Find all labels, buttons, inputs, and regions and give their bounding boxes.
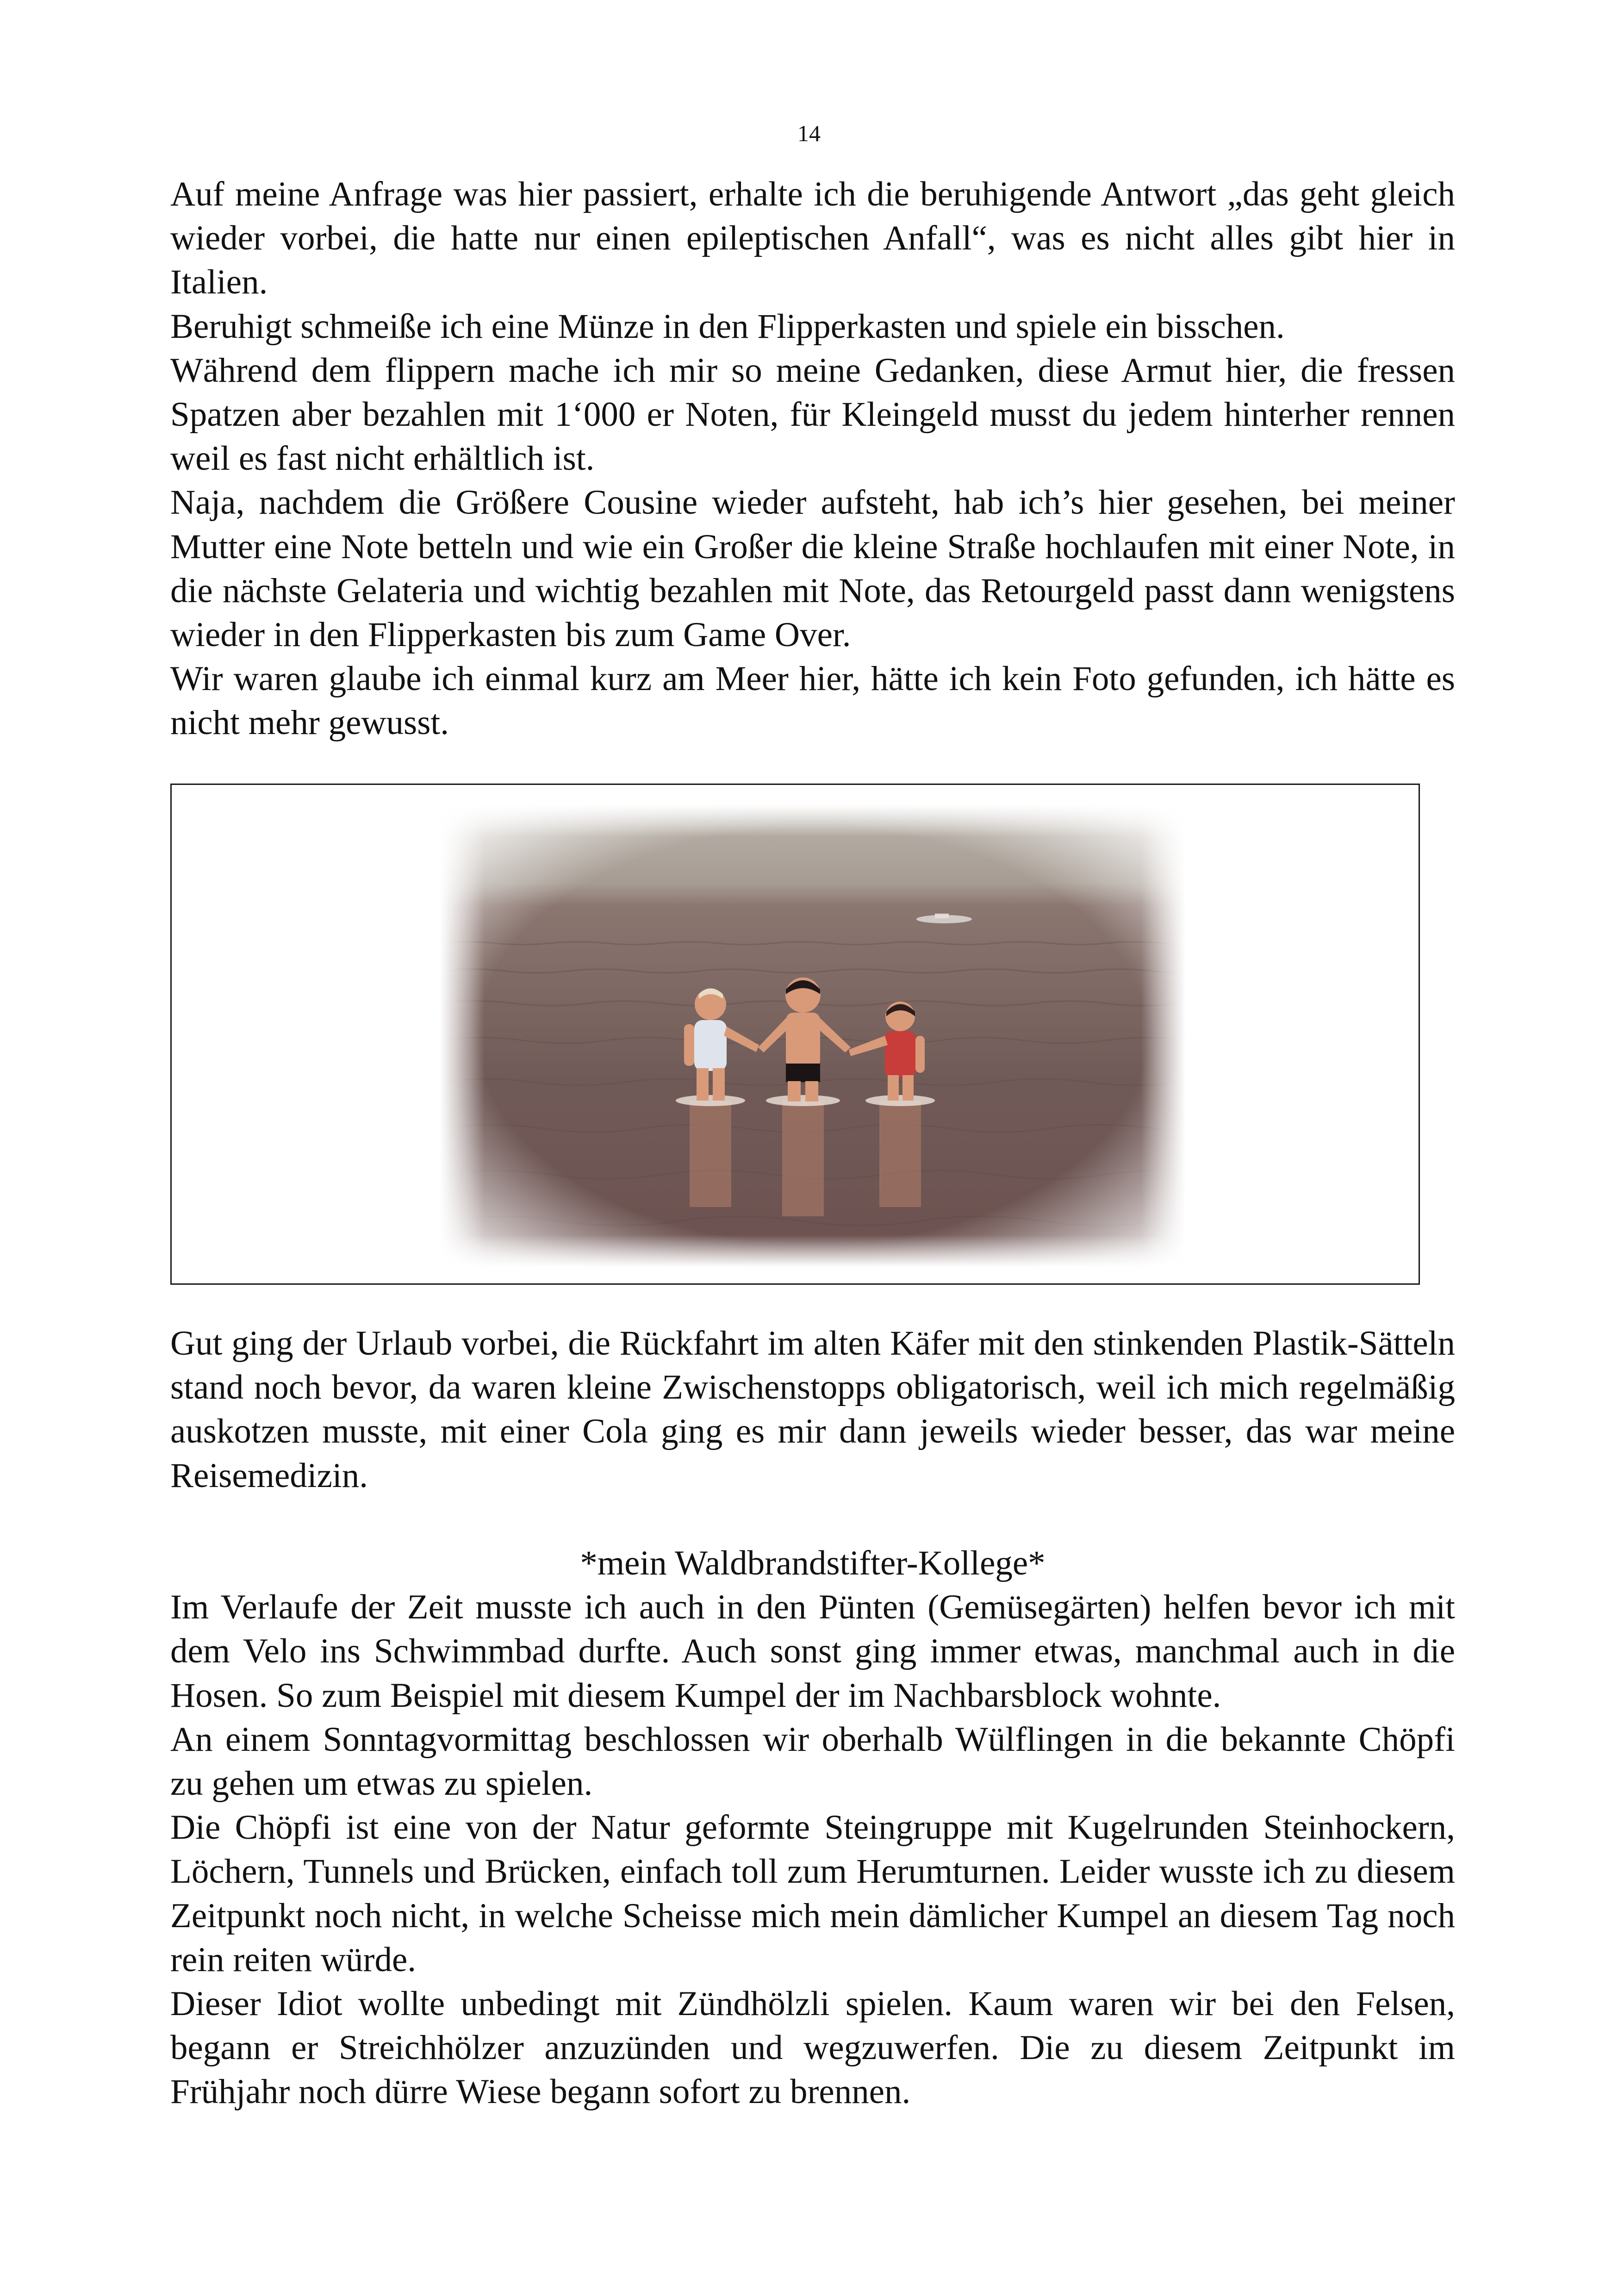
paragraph: Gut ging der Urlaub vorbei, die Rückfahrt im alten Käfer mit den stinkenden Plastik-Sätteln stand noch bevor, da waren kleine Zwischenstopps obligatorisch, weil ich mich regelmäßig auskotzen musste, mit einer Cola ging es mir dann jeweils wieder besser, das war meine Reisemedizin. <box>170 1324 1455 1495</box>
beach-photo-image <box>440 804 1186 1267</box>
paragraph: An einem Sonntagvormittag beschlossen wir oberhalb Wülflingen in die bekannte Chöpfi zu gehen um etwas zu spielen. <box>170 1720 1455 1803</box>
paragraph: Wir waren glaube ich einmal kurz am Meer hier, hätte ich kein Foto gefunden, ich hätte es nicht mehr gewusst. <box>170 660 1455 742</box>
photo-frame <box>170 784 1420 1285</box>
text-block-bottom <box>170 1321 1455 1498</box>
paragraph: Beruhigt schmeiße ich eine Münze in den Flipperkasten und spiele ein bisschen. <box>170 307 1285 346</box>
paragraph: Dieser Idiot wollte unbedingt mit Zündhölzli spielen. Kaum waren wir bei den Felsen, begann er Streichhölzer anzuzünden und wegzuwerfen. Die zu diesem Zeitpunkt im Frühjahr noch dürre Wiese begann sofort zu brennen. <box>170 1985 1455 2111</box>
text-block-story <box>170 1541 1455 2114</box>
paragraph: Im Verlaufe der Zeit musste ich auch in den Pünten (Gemüsegärten) helfen bevor ich mit dem Velo ins Schwimmbad durfte. Auch sonst ging immer etwas, manchmal auch in die Hosen. So zum Beispiel mit diesem Kumpel der im Nachbarsblock wohnte. <box>170 1588 1455 1715</box>
paragraph: Auf meine Anfrage was hier passiert, erhalte ich die beruhigende Antwort „das geht gleich wieder vorbei, die hatte nur einen epileptischen Anfall“, was es nicht alles gibt hier in Italien. <box>170 175 1455 302</box>
paragraph: Während dem flippern mache ich mir so meine Gedanken, diese Armut hier, die fressen Spatzen aber bezahlen mit 1‘000 er Noten, für Kleingeld musst du jedem hinterher rennen weil es fast nicht erhältlich ist. <box>170 351 1455 478</box>
text-block-top <box>170 172 1455 745</box>
beach-photo <box>440 804 1186 1267</box>
page-number: 14 <box>797 120 821 146</box>
section-heading: *mein Waldbrandstifter-Kollege* <box>580 1544 1045 1582</box>
paragraph: Die Chöpfi ist eine von der Natur geformte Steingruppe mit Kugelrunden Steinhockern, Löchern, Tunnels und Brücken, einfach toll zum Herumturnen. Leider wusste ich zu diesem Zeitpunkt noch nicht, in welche Scheisse mich mein dämlicher Kumpel an diesem Tag noch rein reiten würde. <box>170 1808 1455 1979</box>
paragraph: Naja, nachdem die Größere Cousine wieder aufsteht, hab ich’s hier gesehen, bei meiner Mutter eine Note betteln und wie ein Großer die kleine Straße hochlaufen mit einer Note, in die nächste Gelateria und wichtig bezahlen mit Note, das Retourgeld passt dann wenigstens wieder in den Flipperkasten bis zum Game Over. <box>170 483 1455 654</box>
